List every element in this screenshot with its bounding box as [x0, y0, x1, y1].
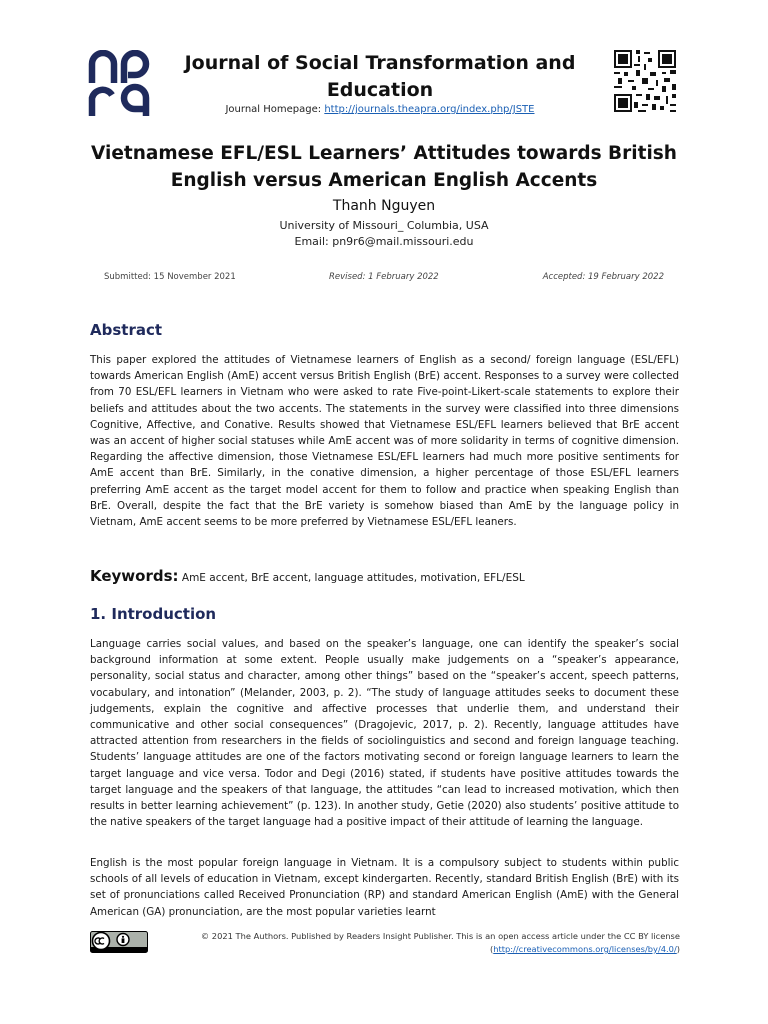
affiliation: University of Missouri_ Columbia, USA	[279, 219, 489, 232]
homepage-link[interactable]: http://journals.theapra.org/index.php/JSTE	[324, 104, 535, 115]
license-footer	[160, 930, 680, 956]
journal-title: Journal of Social Transformation and Education	[184, 52, 576, 101]
license-link-line	[160, 943, 680, 956]
paren-close: )	[676, 944, 680, 954]
author-affiliation	[80, 218, 688, 250]
author-name: Thanh Nguyen	[332, 198, 436, 214]
license-text: © 2021 The Authors. Published by Readers Insight Publisher. This is an open access article under the CC BY license	[200, 931, 680, 941]
apra-logo	[88, 50, 158, 118]
revised-date: Revised: 1 February 2022	[329, 272, 439, 282]
keywords-list: AmE accent, BrE accent, language attitudes, motivation, EFL/ESL	[178, 572, 525, 584]
introduction-paragraph-2: English is the most popular foreign language in Vietnam. It is a compulsory subject to students within public schools of all levels of education in Vietnam, except kindergarten. Recently, standard British English (BrE) with its set of pronunciations called Received Pronunciation (RP) and standard American English (AmE) with the General American (GA) pronunciation, are the most popular varieties learnt	[90, 857, 679, 918]
journal-homepage	[168, 104, 592, 115]
abstract-text: This paper explored the attitudes of Vietnamese learners of English as a second/ foreign language (ESL/EFL) towards American English (AmE) accent versus British English (BrE) accent. Responses to a survey were collected from 70 ESL/EFL learners in Vietnam who were asked to rate Five-point-Likert-scale statements to explore their beliefs and attitudes about the two accents. The statements in the survey were classified into three dimensions Cognitive, Affective, and Conative. Results showed that Vietnamese ESL/EFL learners believed that BrE accent was an accent of higher social statuses while AmE accent was of more solidarity in terms of cognitive dimension. Regarding the affective dimension, those Vietnamese ESL/EFL learners had much more positive sentiments for AmE accent than BrE. Similarly, in the conative dimension, a higher percentage of those ESL/EFL learners preferring AmE accent as the target model accent for them to follow and practice when speaking English than BrE. Overall, despite the fact that the BrE variety is somehow biased than AmE by the language policy in Vietnam, AmE accent seems to be more preferred by Vietnamese ESL/EFL leaners.	[90, 354, 679, 529]
cc-by-license-badge	[90, 931, 148, 953]
introduction-paragraph-1: Language carries social values, and based on the speaker’s language, one can identify the speaker’s social background information at some extent. People usually make judgements on a “speaker’s appearance, personality, social status and character, among other things” based on the “speaker’s accent, speech patterns, vocabulary, and intonation” (Melander, 2003, p. 2). “The study of language attitudes seeks to document these judgements, explain the cognitive and affective processes that underlie them, and understand their communicative and other social consequences” (Dragojevic, 2017, p. 2). Recently, language attitudes have attracted attention from researchers in the fields of sociolinguistics and second and foreign language teaching. Students’ language attitudes are one of the factors motivating second or foreign language learners to learn the target language and vice versa. Todor and Degi (2016) stated, if students have positive attitudes towards the target language and the speakers of that language, the attitudes “can lead to increased motivation, which then results in better learning achievement” (p. 123). In another study, Getie (2020) also students’ positive attitude to the native speakers of the target language had a positive impact of their attitude of learning the language.	[90, 638, 679, 829]
license-link[interactable]: http://creativecommons.org/licenses/by/4.0/	[493, 944, 677, 954]
paren-open: (	[489, 944, 494, 954]
homepage-label: Journal Homepage:	[225, 104, 325, 115]
introduction-heading: 1. Introduction	[90, 605, 217, 623]
submitted-date: Submitted: 15 November 2021	[104, 272, 236, 282]
author-email: Email: pn9r6@mail.missouri.edu	[294, 235, 474, 248]
abstract-heading: Abstract	[90, 321, 163, 339]
keywords-label: Keywords:	[90, 567, 179, 585]
accepted-date: Accepted: 19 February 2022	[542, 272, 664, 282]
keywords	[90, 567, 680, 585]
qr-code	[612, 48, 678, 114]
paper-title: Vietnamese EFL/ESL Learners’ Attitudes towards British English versus American English Accents	[91, 143, 677, 191]
